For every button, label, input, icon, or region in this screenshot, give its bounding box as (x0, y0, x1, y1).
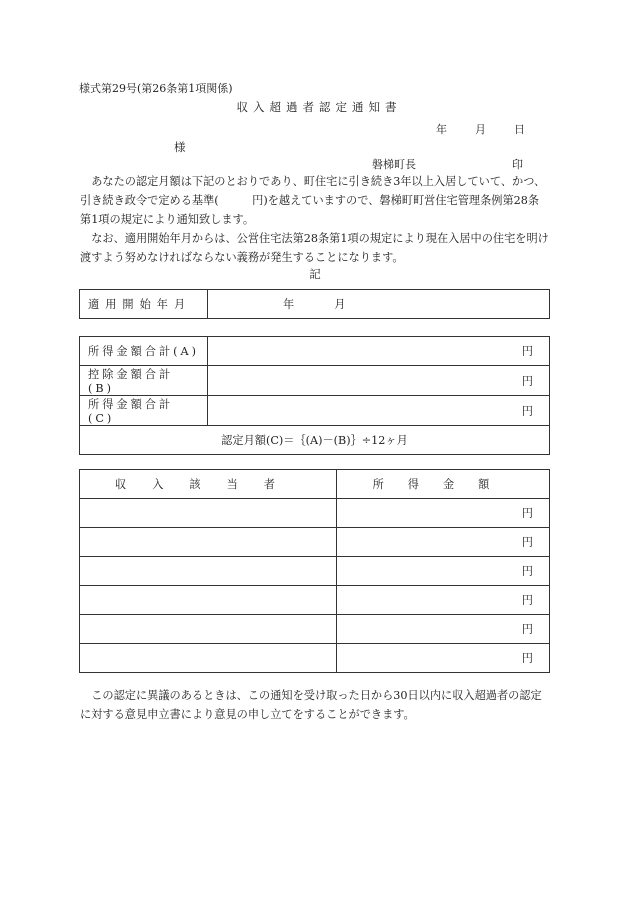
income-row (80, 557, 550, 586)
date-day: 日 (514, 123, 525, 136)
income-person-cell[interactable] (80, 615, 337, 644)
header-income-person: 収入該当者 (80, 470, 337, 499)
income-person-cell[interactable] (80, 499, 337, 528)
body-paragraph-3: この認定に異議のあるときは、この通知を受け取った日から30日以内に収入超過者の認定に対する意見申立書により意見の申し立てをすることができます。 (80, 689, 542, 721)
header-income-amount: 所得金額 (337, 470, 550, 499)
start-date-label: 適用開始年月 (80, 290, 208, 319)
income-row (80, 615, 550, 644)
income-row (80, 586, 550, 615)
issuer-name: 磐梯町長 (372, 158, 416, 171)
income-person-cell[interactable] (80, 644, 337, 673)
amount-row-c (80, 396, 550, 426)
income-row (80, 528, 550, 557)
income-amount-cell[interactable]: 円 (337, 615, 550, 644)
start-month-unit: 月 (334, 298, 346, 311)
amount-label-a: 所得金額合計(A) (80, 337, 208, 366)
income-header-row (80, 470, 550, 499)
date-month: 月 (475, 123, 486, 136)
start-date-value[interactable] (208, 290, 550, 319)
amount-value-a[interactable]: 円 (208, 337, 550, 366)
income-amount-cell[interactable]: 円 (337, 499, 550, 528)
amounts-table (79, 336, 550, 455)
formula-row (80, 426, 550, 455)
income-person-cell[interactable] (80, 557, 337, 586)
income-amount-cell[interactable]: 円 (337, 557, 550, 586)
income-person-cell[interactable] (80, 528, 337, 557)
income-amount-cell[interactable]: 円 (337, 586, 550, 615)
date-line (436, 121, 525, 137)
income-person-cell[interactable] (80, 586, 337, 615)
income-table (79, 469, 550, 673)
addressee-suffix: 様 (174, 140, 186, 154)
income-row (80, 644, 550, 673)
start-date-row (80, 290, 550, 319)
income-amount-cell[interactable]: 円 (337, 528, 550, 557)
income-row (80, 499, 550, 528)
body-paragraph-1: あなたの認定月額は下記のとおりであり、町住宅に引き続き3年以上入居していて、かつ、引き続き政令で定める基準( 円)を越えていますので、磐梯町町営住宅管理条例第28条第1項の規定により通知致します。 (80, 175, 546, 226)
ki-heading: 記 (309, 267, 321, 281)
start-year-unit: 年 (283, 298, 295, 311)
seal-mark: 印 (512, 158, 523, 171)
body-paragraph-2: なお、適用開始年月からは、公営住宅法第28条第1項の規定により現在入居中の住宅を明け渡すよう努めなければならない義務が発生することになります。 (80, 232, 549, 264)
amount-value-c[interactable]: 円 (208, 396, 550, 426)
amount-value-b[interactable]: 円 (208, 366, 550, 396)
form-number: 様式第29号(第26条第1項関係) (79, 82, 233, 95)
start-date-table (79, 289, 550, 319)
amount-row-b (80, 366, 550, 396)
amount-label-b: 控除金額合計(B) (80, 366, 208, 396)
formula-text: 認定月額(C)＝｛(A)－(B)｝÷12ヶ月 (80, 426, 550, 455)
income-amount-cell[interactable]: 円 (337, 644, 550, 673)
date-year: 年 (436, 123, 447, 136)
document-title: 収入超過者認定通知書 (236, 100, 402, 114)
amount-label-c: 所得金額合計(C) (80, 396, 208, 426)
amount-row-a (80, 337, 550, 366)
